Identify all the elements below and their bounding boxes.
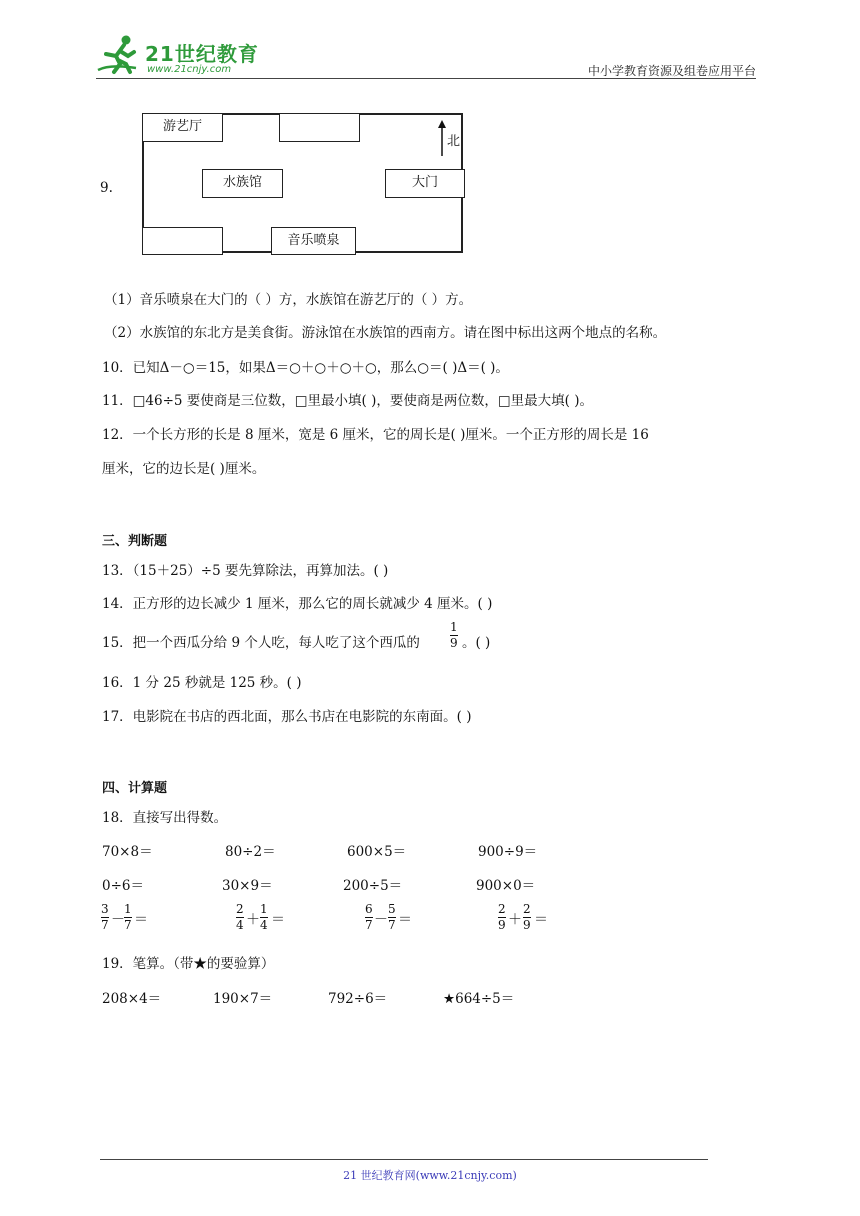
q19: 19．笔算。（带★的要验算） xyxy=(102,956,275,972)
frac-num: 1 xyxy=(124,902,132,916)
q18: 18．直接写出得数。 xyxy=(102,810,228,826)
footer-divider xyxy=(100,1159,708,1160)
q11: 11．□46÷5 要使商是三位数，□里最小填( )，要使商是两位数，□里最大填( )。 xyxy=(102,393,593,409)
calc-item: 0÷6＝ xyxy=(102,878,144,894)
frac-num: 2 xyxy=(498,902,506,916)
q12-line2: 厘米，它的边长是( )厘米。 xyxy=(102,461,266,477)
frac-eq: ＝ xyxy=(271,912,285,928)
q10: 10．已知Δ－○＝15，如果Δ＝○＋○＋○＋○，那么○＝( )Δ＝( )。 xyxy=(102,360,509,376)
frac-num: 2 xyxy=(523,902,531,916)
frac-op: ＋ xyxy=(246,912,260,928)
frac-num: 1 xyxy=(260,902,268,916)
frac-num: 5 xyxy=(388,902,396,916)
q13: 13．（15＋25）÷5 要先算除法，再算加法。( ) xyxy=(102,563,389,579)
frac-den: 4 xyxy=(260,918,268,932)
box-game-hall: 游艺厅 xyxy=(142,113,223,142)
north-label: 北 xyxy=(447,134,461,149)
logo-text: 21世纪教育 xyxy=(145,42,259,66)
box-blank-top xyxy=(279,113,360,142)
q12-line1: 12．一个长方形的长是 8 厘米，宽是 6 厘米，它的周长是( )厘米。一个正方形的周长是 16 xyxy=(102,427,649,443)
calc-item: 80÷2＝ xyxy=(225,844,276,860)
frac-op: － xyxy=(111,912,125,928)
calc-item: 792÷6＝ xyxy=(328,991,388,1007)
frac-den: 9 xyxy=(498,918,506,932)
north-arrow-icon xyxy=(437,119,447,157)
frac-den: 4 xyxy=(236,918,244,932)
box-fountain: 音乐喷泉 xyxy=(271,227,356,255)
frac-op: － xyxy=(374,912,388,928)
frac-den: 7 xyxy=(124,918,132,932)
frac-eq: ＝ xyxy=(398,912,412,928)
frac-eq: ＝ xyxy=(134,912,148,928)
q15-fraction xyxy=(450,621,458,650)
calc-item: 200÷5＝ xyxy=(343,878,403,894)
frac-den: 9 xyxy=(523,918,531,932)
calc-item: ★664÷5＝ xyxy=(443,991,515,1007)
calc-item: 190×7＝ xyxy=(213,991,273,1007)
calc-item: 600×5＝ xyxy=(347,844,407,860)
q16: 16．1 分 25 秒就是 125 秒。( ) xyxy=(102,675,302,691)
calc-item: 208×4＝ xyxy=(102,991,162,1007)
q9-number: 9. xyxy=(100,180,113,196)
footer-text: 21 世纪教育网(www.21cnjy.com) xyxy=(343,1169,517,1182)
frac-num: 6 xyxy=(365,902,373,916)
frac-eq: ＝ xyxy=(534,912,548,928)
q9-sub1: （1）音乐喷泉在大门的（ ）方，水族馆在游艺厅的（ ）方。 xyxy=(104,292,473,308)
calc-item: 900×0＝ xyxy=(476,878,536,894)
logo-url: www.21cnjy.com xyxy=(147,64,232,75)
q15-pre: 15．把一个西瓜分给 9 个人吃，每人吃了这个西瓜的 xyxy=(102,635,420,651)
q17: 17．电影院在书店的西北面，那么书店在电影院的东南面。( ) xyxy=(102,709,472,725)
section-calc-title: 四、计算题 xyxy=(102,781,168,796)
frac-op: ＋ xyxy=(508,912,522,928)
runner-logo-icon xyxy=(96,34,144,76)
header-divider xyxy=(96,78,756,79)
box-aquarium: 水族馆 xyxy=(202,169,283,198)
q15-post: 。( ) xyxy=(462,635,491,651)
frac-den: 7 xyxy=(388,918,396,932)
frac-den: 7 xyxy=(365,918,373,932)
park-map xyxy=(142,113,463,253)
box-blank-bottom xyxy=(142,227,223,255)
frac-num: 2 xyxy=(236,902,244,916)
frac-num: 3 xyxy=(101,902,109,916)
box-gate: 大门 xyxy=(385,169,465,198)
q14: 14．正方形的边长减少 1 厘米，那么它的周长就减少 4 厘米。( ) xyxy=(102,596,493,612)
q15-frac-den: 9 xyxy=(450,636,458,650)
section-judgement-title: 三、判断题 xyxy=(102,534,168,549)
calc-item: 30×9＝ xyxy=(222,878,273,894)
platform-title: 中小学教育资源及组卷应用平台 xyxy=(587,64,756,78)
q15-text xyxy=(102,631,420,651)
calc-item: 900÷9＝ xyxy=(478,844,538,860)
calc-item: 70×8＝ xyxy=(102,844,153,860)
q9-sub2: （2）水族馆的东北方是美食街。游泳馆在水族馆的西南方。请在图中标出这两个地点的名称。 xyxy=(104,325,667,341)
q15-frac-num: 1 xyxy=(450,620,458,634)
frac-den: 7 xyxy=(101,918,109,932)
